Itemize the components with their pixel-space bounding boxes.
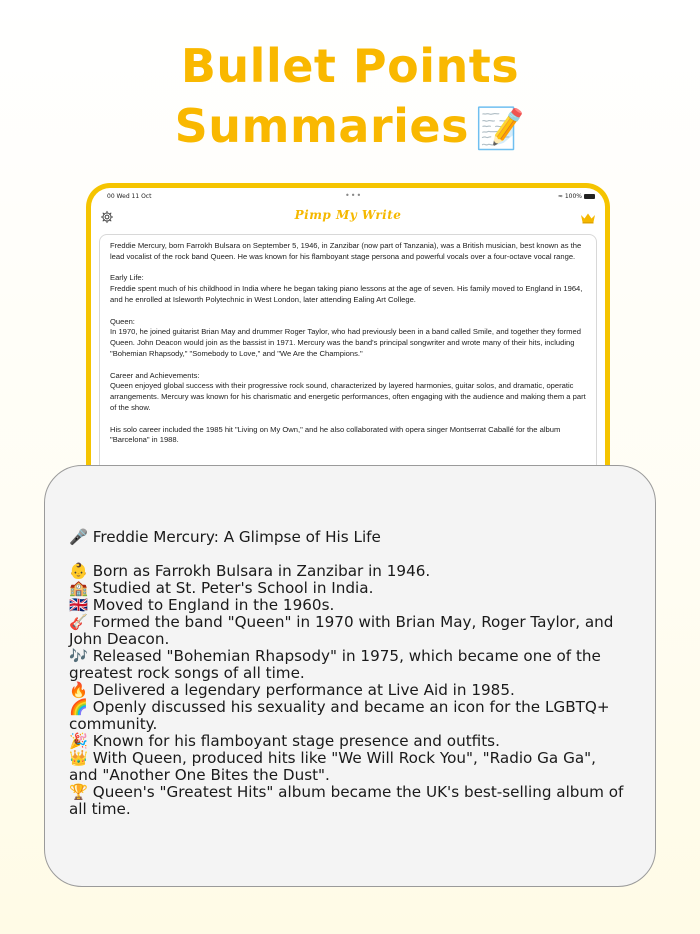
summary-bullet: 🔥 Delivered a legendary performance at Live Aid in 1985. [69,681,515,699]
doc-paragraph-queen: Queen: In 1970, he joined guitarist Brian May and drummer Roger Taylor, who had previously been in a band called Smile, and together they formed Queen. John Deacon would join as the bassist in 1971. Mercury was the band's principal songwriter and wrote many of their hits, including "Bohemian Rhapsody," "Somebody to Love," and "We Are the Champions." [110,316,581,358]
multitasking-dots[interactable]: ••• [345,191,363,200]
document-text-area[interactable] [99,234,597,503]
summary-bullet: 👶 Born as Farrokh Bulsara in Zanzibar in 1946. [69,562,431,580]
doc-paragraph-career: Career and Achievements: Queen enjoyed global success with their progressive rock sound, characterized by layered harmonies, guitar solos, and dramatic, operatic arrangements. Mercury was known for his charismatic and energetic performances, often engaging with the audience and making them a part of the show. [110,370,586,412]
status-time: 00 Wed 11 Oct [107,193,152,200]
app-navbar [91,206,605,230]
headline-line-2 [0,98,700,157]
headline-line-2-text: Summaries [174,99,469,153]
doc-paragraph-early-life: Early Life: Freddie spent much of his childhood in India where he began taking piano lessons at the age of seven. His family moved to England in 1964, and he enrolled at Isleworth Polytechnic in West London, later attending Ealing Art College. [110,273,583,304]
summary-bullet: 🎉 Known for his flamboyant stage presence and outfits. [69,732,500,750]
ipad-screen [86,183,610,503]
summary-bullet: 🎸 Formed the band "Queen" in 1970 with Brian May, Roger Taylor, and John Deacon. [69,613,614,648]
summary-bullet: 🌈 Openly discussed his sexuality and became an icon for the LGBTQ+ community. [69,698,610,733]
summary-bullet: 🇬🇧 Moved to England in the 1960s. [69,596,335,614]
doc-paragraph-intro: Freddie Mercury, born Farrokh Bulsara on September 5, 1946, in Zanzibar (now part of Tanzania), was a British musician, best known as the lead vocalist of the rock band Queen. He was known for his flamboyant stage persona and powerful vocals over a four-octave vocal range. [110,241,582,261]
crown-icon[interactable] [580,212,596,224]
summary-bullet: 🏆 Queen's "Greatest Hits" album became the UK's best-selling album of all time. [69,783,624,818]
status-bar [91,191,605,203]
summary-text [69,529,629,818]
status-battery-text: ≈ 100% [557,193,582,200]
summary-card [44,465,656,887]
doc-paragraph-solo: His solo career included the 1985 hit "Living on My Own," and he also collaborated with opera singer Montserrat Caballé for the album "Barcelona" in 1988. [110,424,561,445]
memo-icon: 📝 [475,106,526,152]
app-title: Pimp My Write [294,208,402,222]
summary-bullet: 👑 With Queen, produced hits like "We Will Rock You", "Radio Ga Ga", and "Another One Bites the Dust". [69,749,596,784]
battery-icon [584,194,595,199]
summary-bullet: 🎶 Released "Bohemian Rhapsody" in 1975, which became one of the greatest rock songs of all time. [69,647,601,682]
summary-title: 🎤 Freddie Mercury: A Glimpse of His Life [69,528,381,546]
status-right [558,193,595,200]
headline-line-1: Bullet Points [180,39,520,93]
summary-bullet: 🏫 Studied at St. Peter's School in India. [69,579,374,597]
